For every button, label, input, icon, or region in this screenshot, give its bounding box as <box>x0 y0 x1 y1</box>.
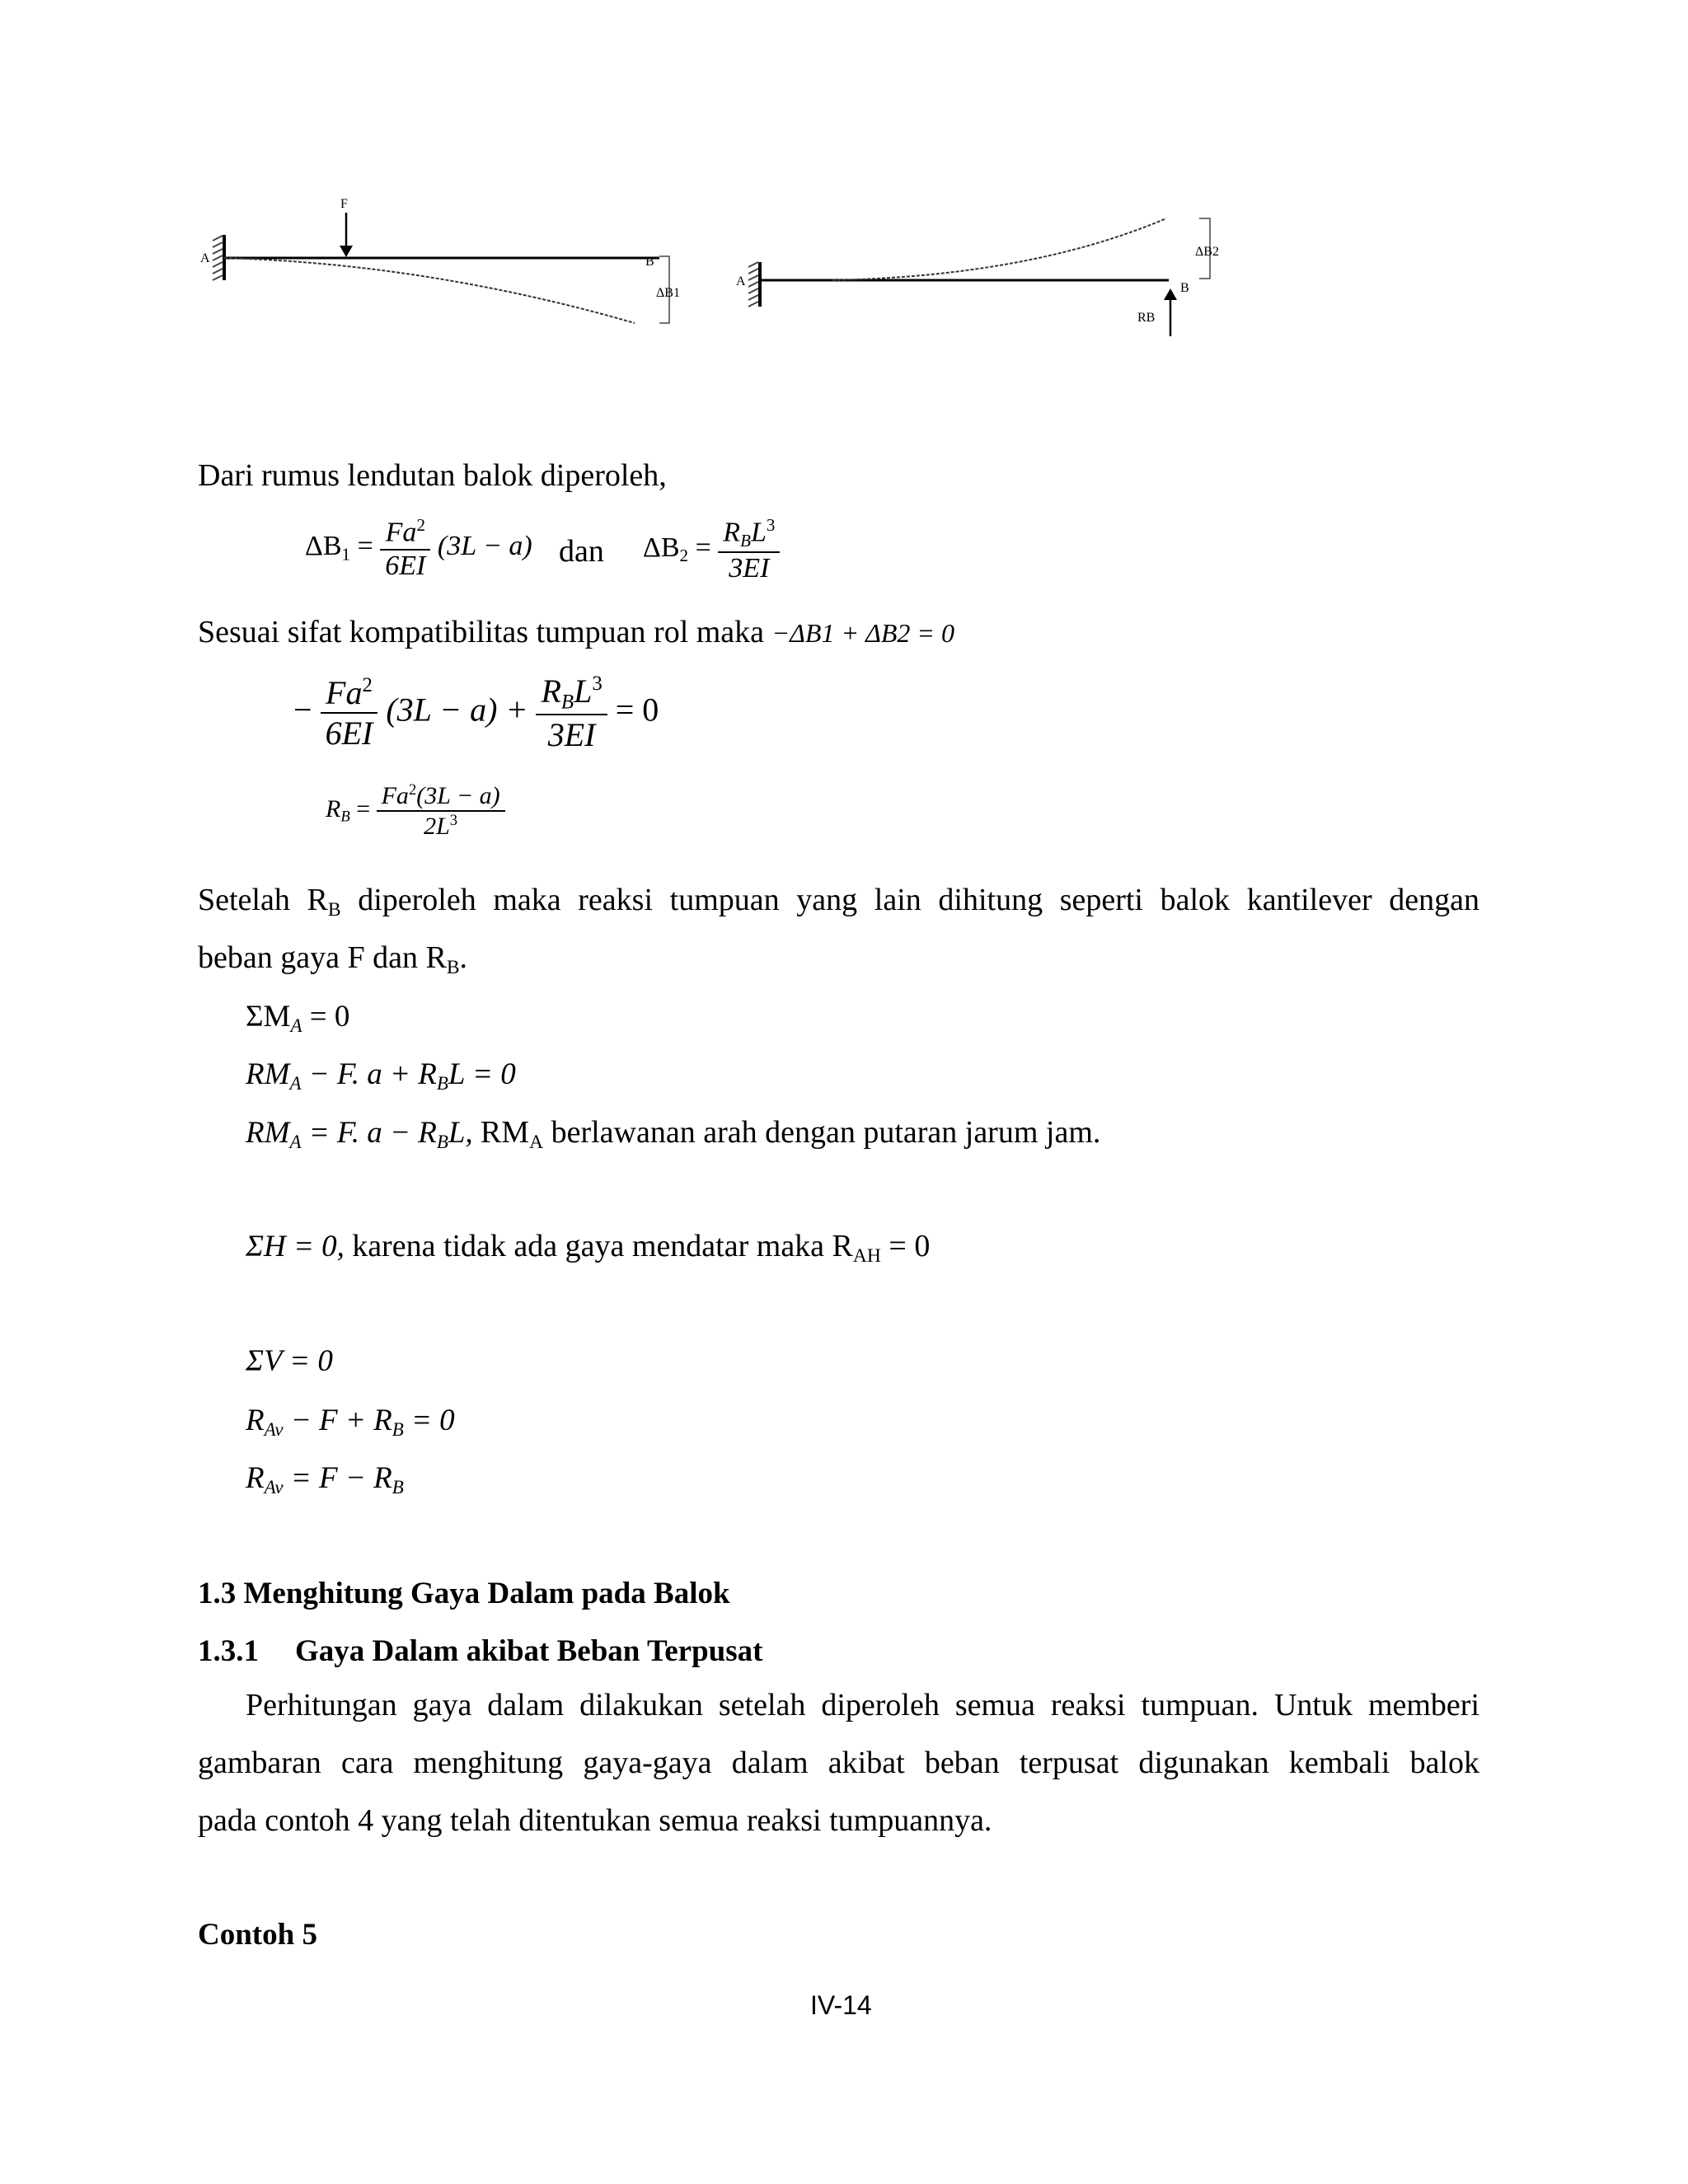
label-B-left: B <box>645 255 654 269</box>
label-A-right: A <box>736 274 746 288</box>
paragraph-2-line-2: gambaran cara menghitung gaya-gaya dalam akibat beban terpusat digunakan kembali balok <box>198 1746 1479 1780</box>
label-RB: RB <box>1137 311 1156 325</box>
vertical-equation-2: $R_{Av} = F - R_B$ <box>246 1461 404 1497</box>
moment-equation-2: $RM_A = F$. $a - R_BL$, $RM_A$ berlawanan arah dengan putaran jarum jam. <box>246 1115 1101 1154</box>
sum-vertical: ΣV = 0 <box>246 1344 333 1378</box>
equation-rb: $R_B$ = $\frac{Fa^2(3L - a)}{2L^3}$ <box>326 781 505 841</box>
equation-compatibility: − $\frac{Fa^2}{6EI}$ (3L − a) + $\frac{R_BL^3}{3EI}$ = 0 <box>293 673 659 754</box>
subsection-heading-1-3-1: 1.3.1 Gaya Dalam akibat Beban Terpusat <box>198 1634 763 1668</box>
paragraph-1-line-2: beban gaya F dan $R_B$. <box>198 940 468 979</box>
compatibility-equation: −ΔB1 + ΔB2 = 0 <box>771 618 954 648</box>
example-heading: Contoh 5 <box>198 1918 317 1952</box>
sum-moment-a: $\Sigma M_A = 0$ <box>246 1000 350 1036</box>
beam-deflection-figure <box>0 0 1688 387</box>
right-deflected-shape <box>832 218 1166 280</box>
left-beam-diagram <box>200 197 680 323</box>
label-delta-B1: ΔB1 <box>656 286 680 300</box>
sum-horizontal: ΣH = 0, karena tidak ada gaya mendatar maka $R_{AH} = 0$ <box>246 1229 931 1268</box>
compatibility-text: Sesuai sifat kompatibilitas tumpuan rol maka −ΔB1 + ΔB2 = 0 <box>198 615 954 649</box>
page-number: IV-14 <box>810 1990 872 2020</box>
equation-delta-b2: $\Delta B_2$ = $\frac{R_BL^3}{3EI}$ <box>643 515 780 584</box>
equation-delta-b1: $\Delta B_1$ = $\frac{Fa^2}{6EI}$ (3L − a) <box>305 515 532 581</box>
section-heading-1-3: 1.3 Menghitung Gaya Dalam pada Balok <box>198 1577 730 1610</box>
paragraph-2-line-3: pada contoh 4 yang telah ditentukan semua reaksi tumpuannya. <box>198 1803 992 1838</box>
label-F: F <box>340 197 348 211</box>
equation-conjunction: dan <box>559 534 604 569</box>
label-delta-B2: ΔB2 <box>1195 245 1219 259</box>
right-beam-diagram <box>736 218 1219 336</box>
label-B-right: B <box>1180 281 1189 295</box>
vertical-equation-1: $R_{Av} - F + R_B = 0$ <box>246 1404 455 1440</box>
paragraph-1-line-1: Setelah $R_B$ diperoleh maka reaksi tumpuan yang lain dihitung seperti balok kantilever dengan <box>198 883 1479 921</box>
paragraph-2-line-1: Perhitungan gaya dalam dilakukan setelah diperoleh semua reaksi tumpuan. Untuk memberi <box>246 1688 1479 1722</box>
intro-text: Dari rumus lendutan balok diperoleh, <box>198 458 667 493</box>
label-A-left: A <box>200 251 210 265</box>
left-deflected-shape <box>224 258 635 323</box>
moment-equation-1: $RM_A - F$. $a + R_BL = 0$ <box>246 1057 516 1094</box>
